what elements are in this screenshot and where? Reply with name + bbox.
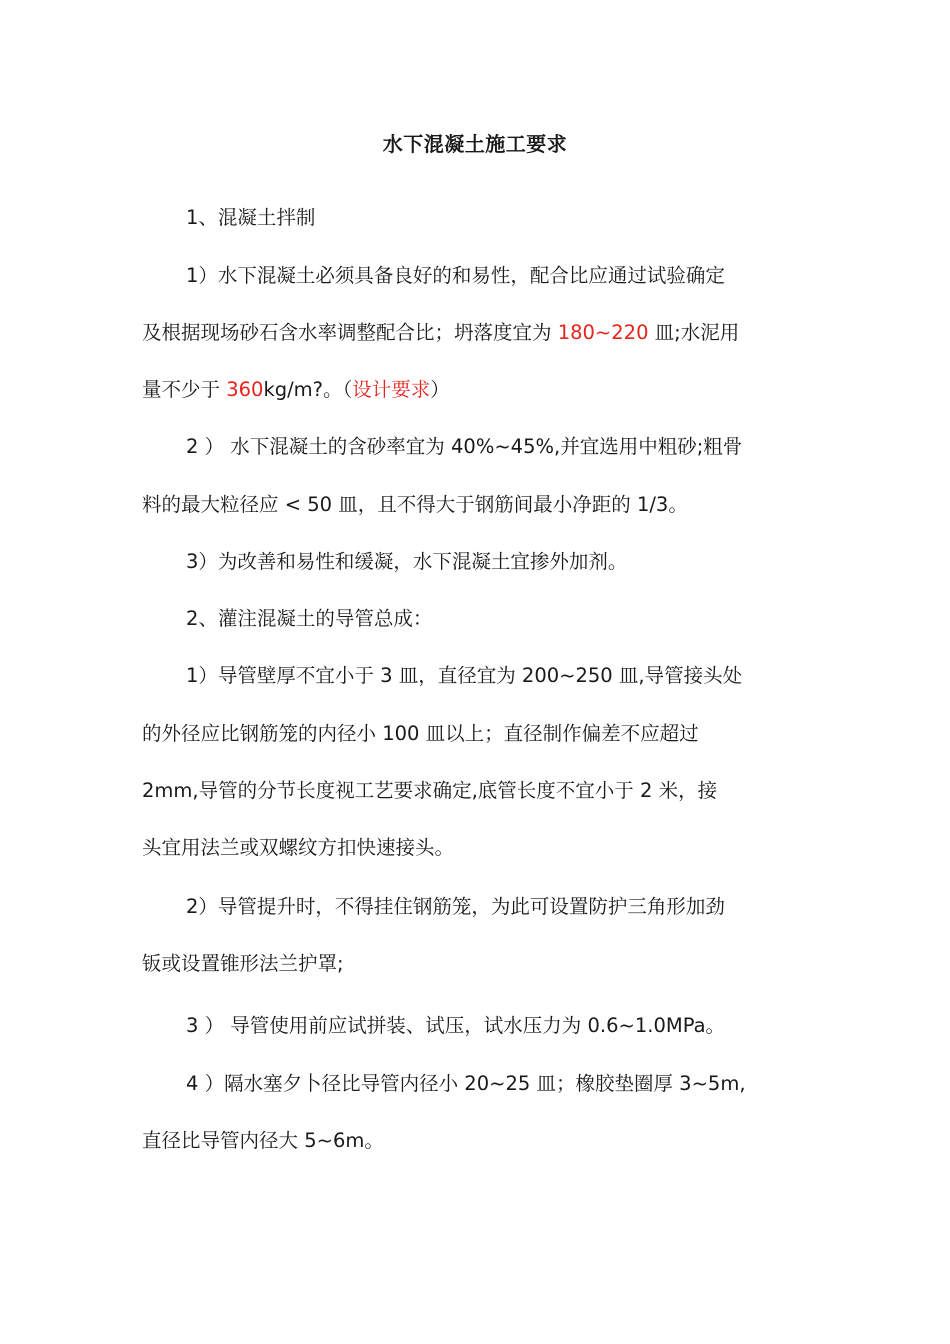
paragraph-line: 料的最大粒径应 < 50 皿，且不得大于钢筋间最小净距的 1/3。 <box>142 493 688 516</box>
paragraph-line: 的外径应比钢筋笼的内径小 100 皿以上；直径制作偏差不应超过 <box>142 722 699 745</box>
paragraph-line: 2mm,导管的分节长度视工艺要求确定,底管长度不宜小于 2 米，接 <box>142 779 718 802</box>
section-heading-mixing: 1、混凝土拌制 <box>186 206 316 229</box>
highlighted-value: 180~220 <box>557 321 649 344</box>
section-heading-conduit: 2、灌注混凝土的导管总成： <box>186 607 433 630</box>
paragraph-line: 1）导管壁厚不宜小于 3 皿，直径宜为 200~250 皿,导管接头处 <box>186 664 743 687</box>
text-run: 量不少于 <box>142 378 227 401</box>
paragraph-line: 3）为改善和易性和缓凝，水下混凝土宜掺外加剂。 <box>186 550 628 573</box>
highlighted-note: 设计要求 <box>352 378 431 401</box>
paragraph-line: 直径比导管内径大 5~6m。 <box>142 1129 384 1152</box>
text-run: 皿;水泥用 <box>648 321 740 344</box>
paragraph-line: 1）水下混凝土必须具备良好的和易性，配合比应通过试验确定 <box>186 264 725 287</box>
paragraph-line: 4 ）隔水塞夕卜径比导管内径小 20~25 皿；橡胶垫圈厚 3~5m, <box>186 1072 746 1095</box>
highlighted-value: 360 <box>226 378 264 401</box>
paragraph-line <box>142 317 739 349</box>
paragraph-line: 钣或设置锥形法兰护罩; <box>142 952 344 975</box>
paragraph-line: 3 ） 导管使用前应试拼装、试压，试水压力为 0.6~1.0MPa。 <box>186 1014 726 1037</box>
paragraph-line: 2）导管提升时，不得挂住钢筋笼，为此可设置防护三角形加劲 <box>186 895 725 918</box>
text-run: 及根据现场砂石含水率调整配合比；坍落度宜为 <box>142 321 558 344</box>
paragraph-line <box>142 374 450 406</box>
paragraph-line: 头宜用法兰或双螺纹方扣快速接头。 <box>142 836 455 859</box>
text-run: kg/m?。（ <box>263 378 353 401</box>
text-run: ） <box>430 378 450 401</box>
paragraph-line: 2 ） 水下混凝土的含砂率宜为 40%~45%,并宜选用中粗砂;粗骨 <box>186 435 743 458</box>
document-title: 水下混凝土施工要求 <box>382 132 568 156</box>
